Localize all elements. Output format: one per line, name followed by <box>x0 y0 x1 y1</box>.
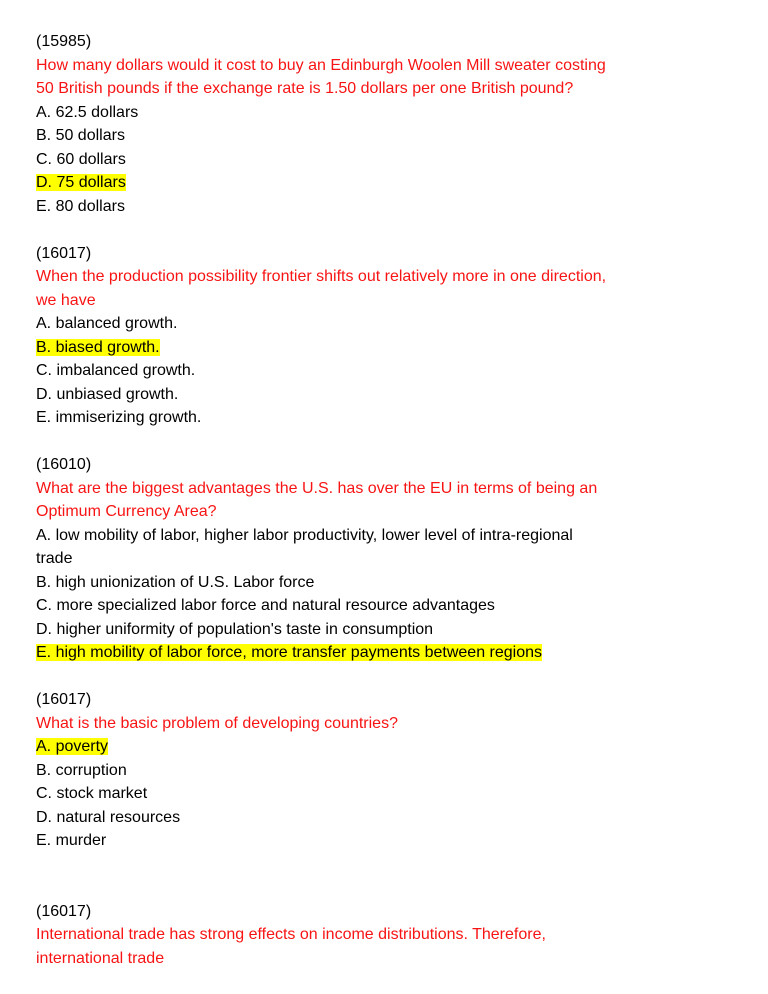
answer-option-text-highlighted: D. 75 dollars <box>36 174 126 191</box>
answer-option-text: A. low mobility of labor, higher labor productivity, lower level of intra-regional <box>36 526 573 544</box>
answer-option-line <box>36 829 732 853</box>
answer-option-text: E. murder <box>36 832 107 849</box>
answer-option-line <box>36 618 732 642</box>
answer-option-text: D. unbiased growth. <box>36 385 179 403</box>
answer-option-text-highlighted: A. poverty <box>36 738 109 755</box>
answer-option-text: C. stock market <box>36 785 148 802</box>
answer-option-text: B. 50 dollars <box>36 127 125 144</box>
answer-option-line <box>36 406 732 430</box>
question-block <box>36 453 732 665</box>
question-block <box>36 688 732 853</box>
answer-option-line <box>36 312 732 336</box>
question-id: (16017) <box>36 244 92 262</box>
answer-option-text: C. more specialized labor force and natural resource advantages <box>36 597 495 614</box>
answer-option-line <box>36 571 732 595</box>
question-text-line: international trade <box>36 949 165 967</box>
answer-option-text: B. high unionization of U.S. Labor force <box>36 573 315 591</box>
answer-option-line <box>36 101 732 125</box>
answer-option-line <box>36 782 732 806</box>
answer-option-line <box>36 524 732 548</box>
answer-option-text-highlighted: B. biased growth. <box>36 338 160 356</box>
question-id: (16010) <box>36 456 92 473</box>
answer-option-line <box>36 359 732 383</box>
question-text-line: When the production possibility frontier shifts out relatively more in one direction, <box>36 268 607 285</box>
answer-option-text: A. 62.5 dollars <box>36 103 139 121</box>
answer-option-line <box>36 759 732 783</box>
question-id: (15985) <box>36 33 92 50</box>
answer-option-text-highlighted: E. high mobility of labor force, more transfer payments between regions <box>36 644 543 661</box>
question-text-line: 50 British pounds if the exchange rate is 1.50 dollars per one British pound? <box>36 80 574 97</box>
answer-option-text: C. 60 dollars <box>36 150 126 168</box>
answer-option-line <box>36 124 732 148</box>
question-text-line: International trade has strong effects on income distributions. Therefore, <box>36 926 546 943</box>
question-block <box>36 900 732 971</box>
question-block <box>36 242 732 430</box>
question-block <box>36 30 732 218</box>
answer-option-line <box>36 594 732 618</box>
answer-option-text: B. corruption <box>36 761 127 779</box>
answer-option-line <box>36 806 732 830</box>
answer-option-line <box>36 171 732 195</box>
question-id: (16017) <box>36 691 92 708</box>
answer-option-text: E. 80 dollars <box>36 197 125 215</box>
answer-option-text: D. natural resources <box>36 808 181 826</box>
answer-option-text: E. immiserizing growth. <box>36 409 202 426</box>
answer-option-line <box>36 195 732 219</box>
answer-option-text: C. imbalanced growth. <box>36 362 196 379</box>
answer-option-line <box>36 735 732 759</box>
answer-option-line <box>36 383 732 407</box>
answer-option-line <box>36 547 732 571</box>
question-text-line: What are the biggest advantages the U.S. has over the EU in terms of being an <box>36 479 598 497</box>
answer-option-line <box>36 336 732 360</box>
answer-option-text: trade <box>36 550 73 567</box>
answer-option-line <box>36 641 732 665</box>
question-text-line: What is the basic problem of developing countries? <box>36 714 398 732</box>
question-text-line: Optimum Currency Area? <box>36 503 217 520</box>
question-id: (16017) <box>36 902 92 920</box>
answer-option-text: A. balanced growth. <box>36 315 178 332</box>
question-text-line: How many dollars would it cost to buy an Edinburgh Woolen Mill sweater costing <box>36 56 606 74</box>
answer-option-text: D. higher uniformity of population's taste in consumption <box>36 620 434 638</box>
answer-option-line <box>36 148 732 172</box>
question-text-line: we have <box>36 291 96 309</box>
